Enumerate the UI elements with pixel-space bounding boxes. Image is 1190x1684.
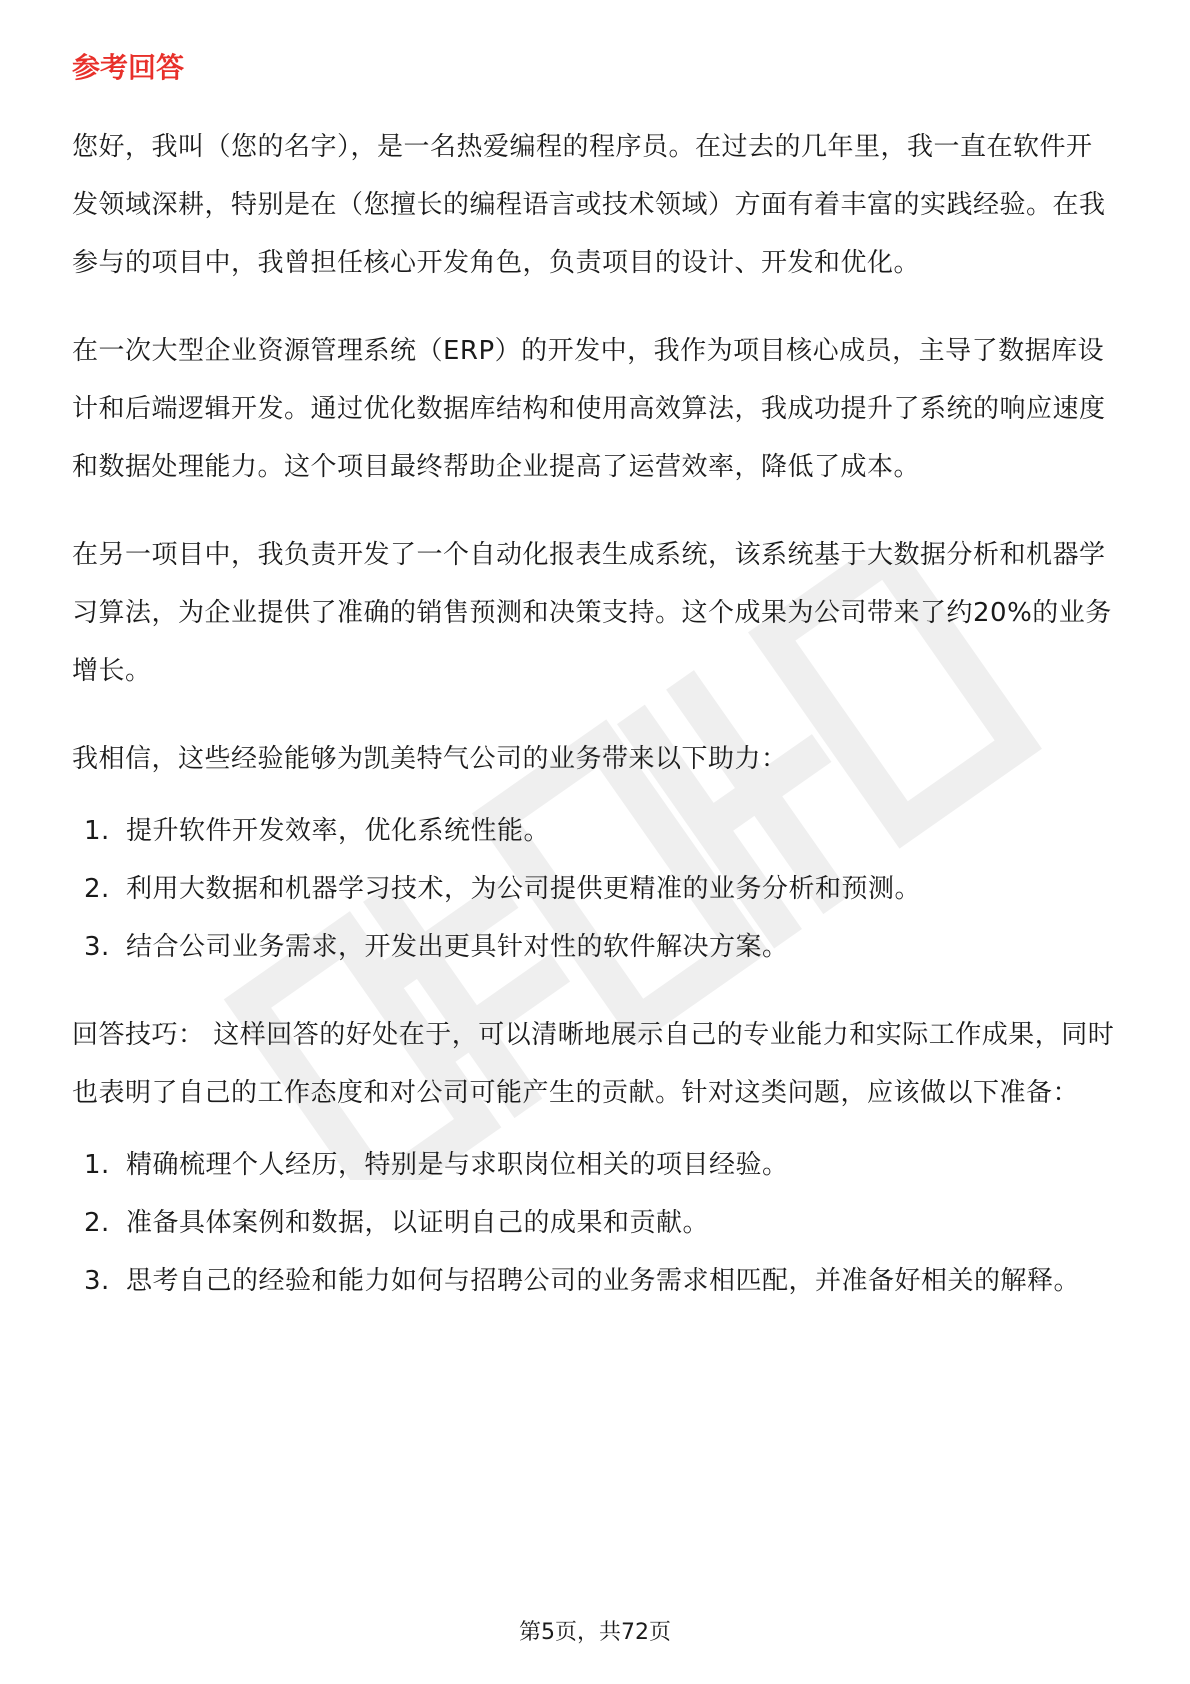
list-number: 2. <box>84 1208 110 1238</box>
list-item <box>72 1136 1117 1194</box>
list-item <box>72 918 1117 976</box>
list-item <box>72 802 1117 860</box>
list-number: 2. <box>84 874 110 904</box>
list-number: 3. <box>84 932 110 962</box>
list-number: 1. <box>84 1150 110 1180</box>
paragraph-belief: 我相信，这些经验能够为凯美特气公司的业务带来以下助力： <box>72 744 788 774</box>
list-text: 精确梳理个人经历，特别是与求职岗位相关的项目经验。 <box>126 1150 789 1180</box>
paragraph-intro: 您好，我叫（您的名字），是一名热爱编程的程序员。在过去的几年里，我一直在软件开发领域深耕，特别是在（您擅长的编程语言或技术领域）方面有着丰富的实践经验。在我参与的项目中，我曾担任核心开发角色，负责项目的设计、开发和优化。 <box>72 132 1106 278</box>
help-list <box>72 802 1117 976</box>
list-text: 准备具体案例和数据，以证明自己的成果和贡献。 <box>126 1208 710 1238</box>
list-item <box>72 1194 1117 1252</box>
content-area <box>72 48 1117 1340</box>
paragraph-erp: 在一次大型企业资源管理系统（ERP）的开发中，我作为项目核心成员，主导了数据库设计和后端逻辑开发。通过优化数据库结构和使用高效算法，我成功提升了系统的响应速度和数据处理能力。这个项目最终帮助企业提高了运营效率，降低了成本。 <box>72 336 1106 482</box>
list-item <box>72 1252 1117 1310</box>
list-item <box>72 860 1117 918</box>
list-text: 结合公司业务需求，开发出更具针对性的软件解决方案。 <box>126 932 789 962</box>
list-number: 3. <box>84 1266 110 1296</box>
list-text: 提升软件开发效率，优化系统性能。 <box>126 816 551 846</box>
section-title: 参考回答 <box>72 51 185 84</box>
list-text: 利用大数据和机器学习技术，为公司提供更精准的业务分析和预测。 <box>126 874 922 904</box>
page-footer: 第5页，共72页 <box>519 1620 671 1645</box>
prep-list <box>72 1136 1117 1310</box>
list-number: 1. <box>84 816 110 846</box>
paragraph-report-system: 在另一项目中，我负责开发了一个自动化报表生成系统，该系统基于大数据分析和机器学习算法，为企业提供了准确的销售预测和决策支持。这个成果为公司带来了约20%的业务增长。 <box>72 540 1112 686</box>
list-text: 思考自己的经验和能力如何与招聘公司的业务需求相匹配，并准备好相关的解释。 <box>126 1266 1081 1296</box>
paragraph-tips: 回答技巧： 这样回答的好处在于，可以清晰地展示自己的专业能力和实际工作成果，同时也表明了自己的工作态度和对公司可能产生的贡献。针对这类问题，应该做以下准备： <box>72 1020 1115 1108</box>
